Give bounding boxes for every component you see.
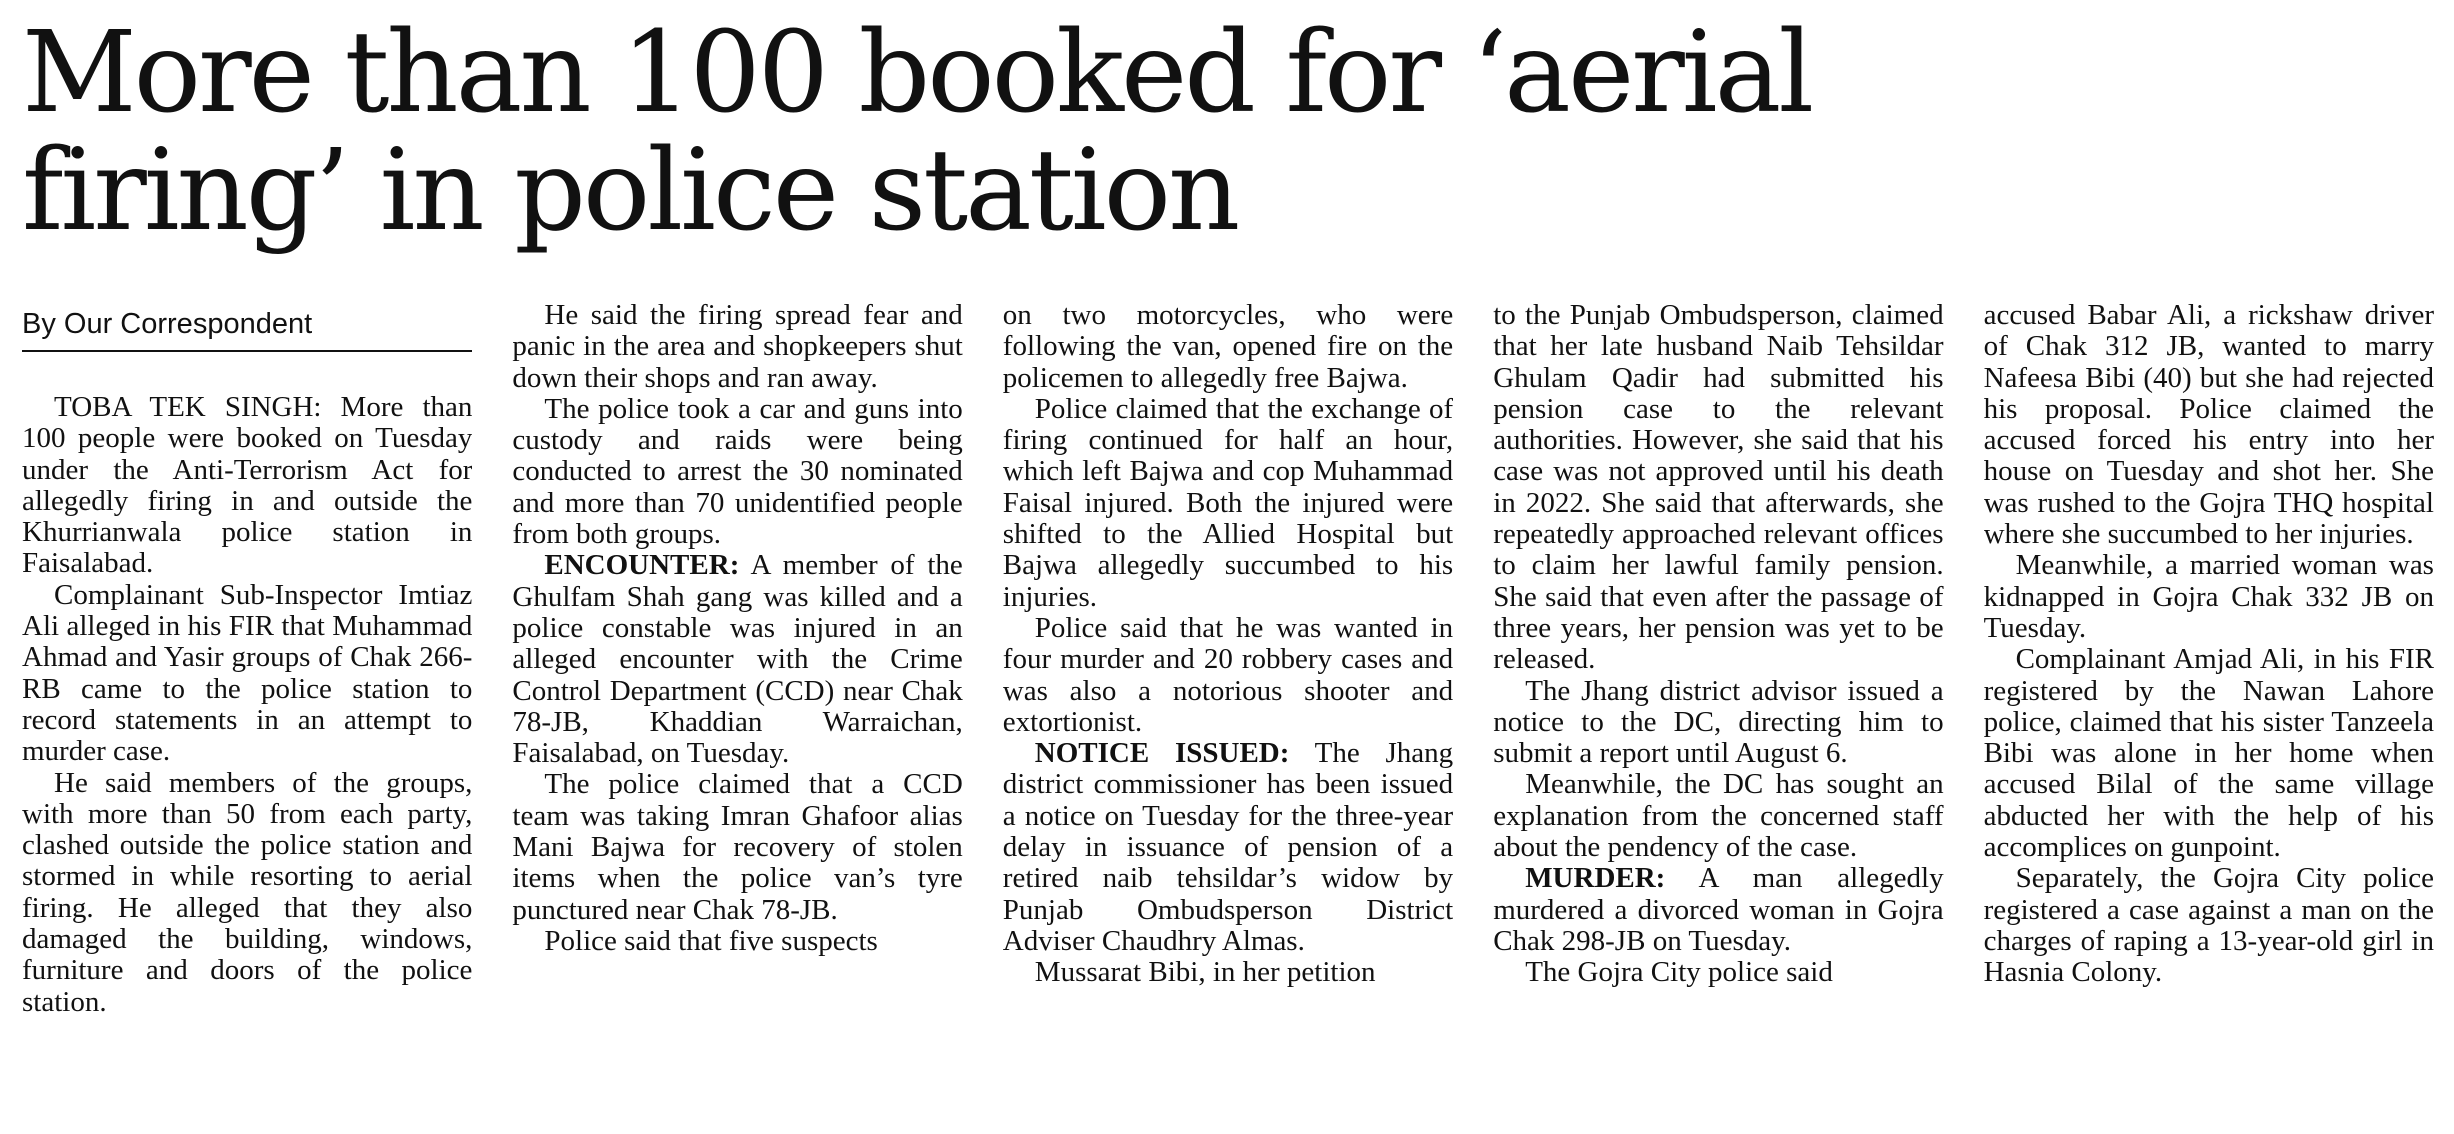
paragraph-text: Police said that he was wanted in four murder and 20 robbery cases and was also a notorious shooter and extortionist. [1002, 611, 1454, 738]
paragraph-text: Meanwhile, the DC has sought an explanation from the concerned staff about the pendency of the case. [1493, 768, 1944, 864]
paragraph-text: Complainant Sub-Inspector Imtiaz Ali alleged in his FIR that Muhammad Ahmad and Yasir groups of Chak 266-RB came to the police station to record statements in an attempt to murder case. [22, 578, 473, 768]
paragraph [22, 768, 472, 1018]
paragraph-text: Mussarat Bibi, in her petition [1034, 956, 1376, 989]
paragraph-text: He said members of the groups, with more than 50 from each party, clashed outside the police station and stormed in while resorting to aerial firing. He alleged that they also damaged the building, windows, furniture and doors of the police station. [22, 766, 473, 1018]
paragraph-text: Police claimed that the exchange of firing continued for half an hour, which left Bajwa and cop Muhammad Faisal injured. Both the injured were shifted to the Allied Hospital but Bajwa allegedly succumbed to his injuries. [1002, 392, 1454, 613]
paragraph-text: Police said that five suspects [544, 924, 878, 957]
paragraph-text: The Gojra City police said [1525, 956, 1833, 989]
paragraph-text: Complainant Amjad Ali, in his FIR registered by the Nawan Lahore police, claimed that his sister Tanzeela Bibi was alone in her home when accused Bilal of the same village abducted her with the help of his accomplices on gunpoint. [1983, 643, 2434, 864]
paragraph-text: A member of the Ghulfam Shah gang was killed and a police constable was injured in an alleged encounter with the Crime Control Department (CCD) near Chak 78-JB, Khaddian Warraichan, Faisalabad, on Tuesday. [512, 549, 963, 770]
paragraph-text: The police took a car and guns into custody and raids were being conducted to arrest the 30 nominated and more than 70 unidentified people from both groups. [512, 392, 963, 551]
paragraph [1493, 863, 1943, 957]
paragraph-text: to the Punjab Ombudsperson, claimed that her late husband Naib Tehsildar Ghulam Qadir had submitted his pension case to the relevant authorities. However, she said that his case was not approved until his death in 2022. She said that afterwards, she repeatedly approached relevant offices to claim her lawful family pension. She said that even after the passage of three years, her pension was yet to be released. [1493, 300, 1944, 676]
paragraph [1003, 957, 1453, 988]
paragraph-text: Separately, the Gojra City police registered a case against a man on the charges of raping a 13-year-old girl in Hasnia Colony. [1983, 862, 2434, 989]
paragraph [1984, 550, 2434, 644]
paragraph [22, 392, 472, 580]
paragraph [1493, 769, 1943, 863]
paragraph [512, 550, 962, 769]
subheading: NOTICE ISSUED: [1034, 737, 1290, 770]
paragraph [1003, 738, 1453, 957]
paragraph [1003, 613, 1453, 738]
paragraph [1493, 957, 1943, 988]
paragraph [1003, 394, 1453, 613]
paragraph [512, 926, 962, 957]
paragraph [1984, 863, 2434, 988]
paragraph-text: accused Babar Ali, a rickshaw driver of Chak 312 JB, wanted to marry Nafeesa Bibi (40) but she had rejected his proposal. Police claimed the accused forced his entry into her house on Tuesday and shot her. She was rushed to the Gojra THQ hospital where she succumbed to her injuries. [1983, 300, 2434, 551]
paragraph [1984, 300, 2434, 550]
paragraph-text: TOBA TEK SINGH: More than 100 people were booked on Tuesday under the Anti-Terrorism Act for allegedly firing in and outside the Khurrianwala police station in Faisalabad. [22, 391, 473, 580]
paragraph-text: He said the firing spread fear and panic in the area and shopkeepers shut down their shops and ran away. [512, 300, 963, 394]
paragraph [512, 769, 962, 925]
column-2 [512, 300, 962, 1130]
paragraph [1493, 676, 1943, 770]
paragraph-text: on two motorcycles, who were following the van, opened fire on the policemen to allegedly free Bajwa. [1002, 300, 1454, 394]
column-3 [1003, 300, 1453, 1130]
subheading: MURDER: [1525, 862, 1666, 895]
article-body [22, 300, 2434, 1130]
subheading: ENCOUNTER: [544, 549, 740, 582]
paragraph [512, 394, 962, 550]
paragraph-text: A man allegedly murdered a divorced woman in Gojra Chak 298-JB on Tuesday. [1493, 862, 1944, 957]
paragraph-text: The police claimed that a CCD team was taking Imran Ghafoor alias Mani Bajwa for recovery of stolen items when the police van’s tyre punctured near Chak 78-JB. [512, 768, 963, 926]
paragraph-text: The Jhang district advisor issued a notice to the DC, directing him to submit a report until August 6. [1493, 674, 1944, 770]
column-5 [1984, 300, 2434, 1130]
byline: By Our Correspondent [22, 300, 472, 352]
paragraph-text: The Jhang district commissioner has been issued a notice on Tuesday for the three-year delay in issuance of pension of a retired naib tehsildar’s widow by Punjab Ombudsperson District Adviser Chaudhry Almas. [1002, 737, 1454, 957]
paragraph [512, 300, 962, 394]
column-4 [1493, 300, 1943, 1130]
paragraph [1003, 300, 1453, 394]
paragraph [1984, 644, 2434, 863]
headline: More than 100 booked for ‘aerial firing’ in police station [22, 8, 1812, 256]
paragraph [1493, 300, 1943, 676]
paragraph-text: Meanwhile, a married woman was kidnapped in Gojra Chak 332 JB on Tuesday. [1983, 549, 2434, 644]
column-1 [22, 300, 472, 1130]
paragraph [22, 580, 472, 768]
